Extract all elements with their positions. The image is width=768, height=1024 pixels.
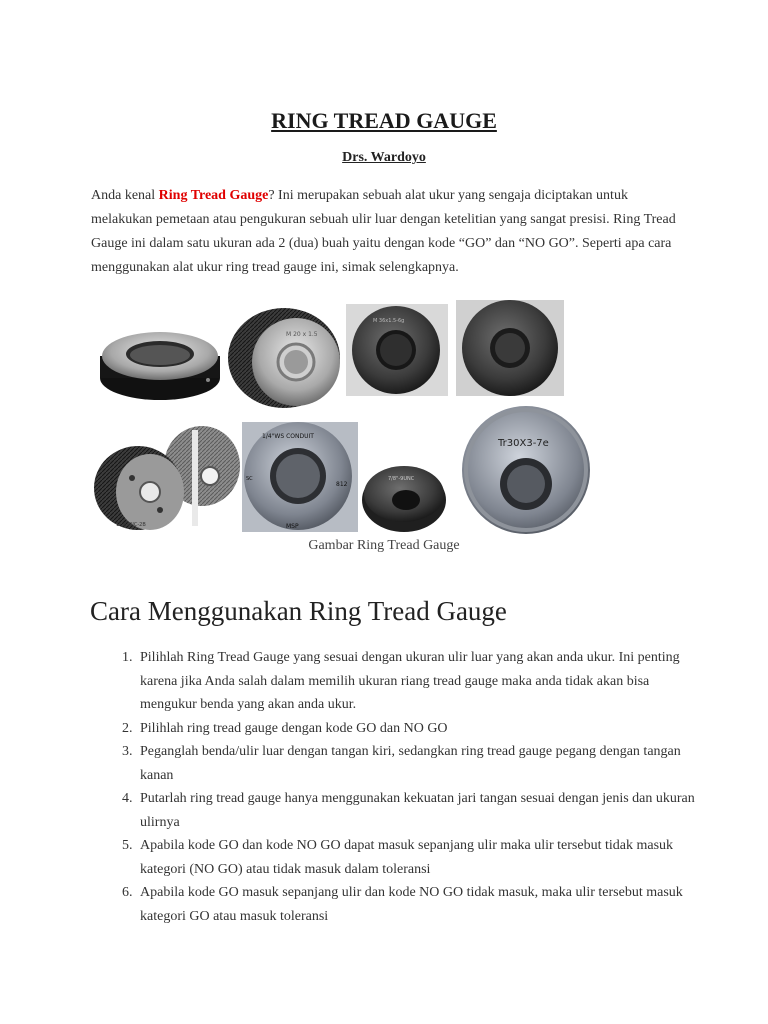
gauge-e-label: 1"-8UNC-2B xyxy=(116,522,146,528)
gauge-f-label-2: SC xyxy=(246,476,253,482)
ring-gauge-photo-b xyxy=(228,308,340,408)
gauge-h-label: Tr30X3-7e xyxy=(498,438,549,449)
gauge-f-label-3: MSP xyxy=(286,523,299,530)
intro-text-start: Anda kenal xyxy=(91,188,159,203)
list-item: 3. Peganglah benda/ulir luar dengan tangan kiri, sedangkan ring tread gauge pegang dengan tangan kanan xyxy=(136,740,706,787)
ring-gauge-photo-e xyxy=(94,426,240,530)
gauge-c-label: M 36x1.5-6g xyxy=(373,318,405,324)
steps-list xyxy=(110,646,706,928)
gauge-f-label: 1/4"WS CONDUIT xyxy=(262,433,314,440)
list-item: 1. Pilihlah Ring Tread Gauge yang sesuai dengan ukuran ulir luar yang akan anda ukur. Ini penting karena jika Anda salah dalam memilih ukuran riang tread gauge maka anda tidak akan bisa mengukur benda yang akan anda ukur. xyxy=(136,646,706,717)
intro-highlight: Ring Tread Gauge xyxy=(158,188,269,203)
ring-gauge-photo-c xyxy=(346,304,448,396)
gauge-b-label: M 20 x 1.5 xyxy=(286,331,318,338)
ring-gauge-photo-g xyxy=(362,466,446,532)
list-item: 6. Apabila kode GO masuk sepanjang ulir dan kode NO GO tidak masuk, maka ulir tersebut masuk kategori GO atau masuk toleransi xyxy=(136,881,706,928)
section-heading: Cara Menggunakan Ring Tread Gauge xyxy=(90,596,507,626)
ring-gauge-photo-a xyxy=(100,332,220,400)
ring-gauge-photo-d xyxy=(456,300,564,396)
intro-paragraph xyxy=(91,184,683,280)
ring-gauge-photo-f xyxy=(242,422,358,532)
ring-gauge-photo-h xyxy=(462,406,590,534)
gauge-g-label: 7/8"-9UNC xyxy=(388,476,415,482)
list-item: 5. Apabila kode GO dan kode NO GO dapat masuk sepanjang ulir maka ulir tersebut tidak masuk kategori (NO GO) atau tidak masuk dalam toleransi xyxy=(136,834,706,881)
list-item: 2. Pilihlah ring tread gauge dengan kode GO dan NO GO xyxy=(136,717,706,741)
gauge-f-label-4: 812 xyxy=(336,481,348,488)
list-item: 4. Putarlah ring tread gauge hanya menggunakan kekuatan jari tangan sesuai dengan jenis dan ukuran ulirnya xyxy=(136,787,706,834)
author-name: Drs. Wardoyo xyxy=(342,150,426,165)
document-title: RING TREAD GAUGE xyxy=(271,108,497,133)
intro-text-rest: ? Ini merupakan sebuah alat ukur yang sengaja diciptakan untuk melakukan pemetaan atau pengukuran sebuah ulir luar dengan ketelitian yang sangat presisi. Ring Tread Gauge ini dalam satu ukuran ada 2 (dua) buah yaitu dengan kode “GO” dan “NO GO”. Seperti apa cara menggunakan alat ukur ring tread gauge ini, simak selengkapnya. xyxy=(91,188,676,275)
ring-gauge-photo-collage xyxy=(90,300,610,534)
image-caption: Gambar Ring Tread Gauge xyxy=(308,538,460,553)
